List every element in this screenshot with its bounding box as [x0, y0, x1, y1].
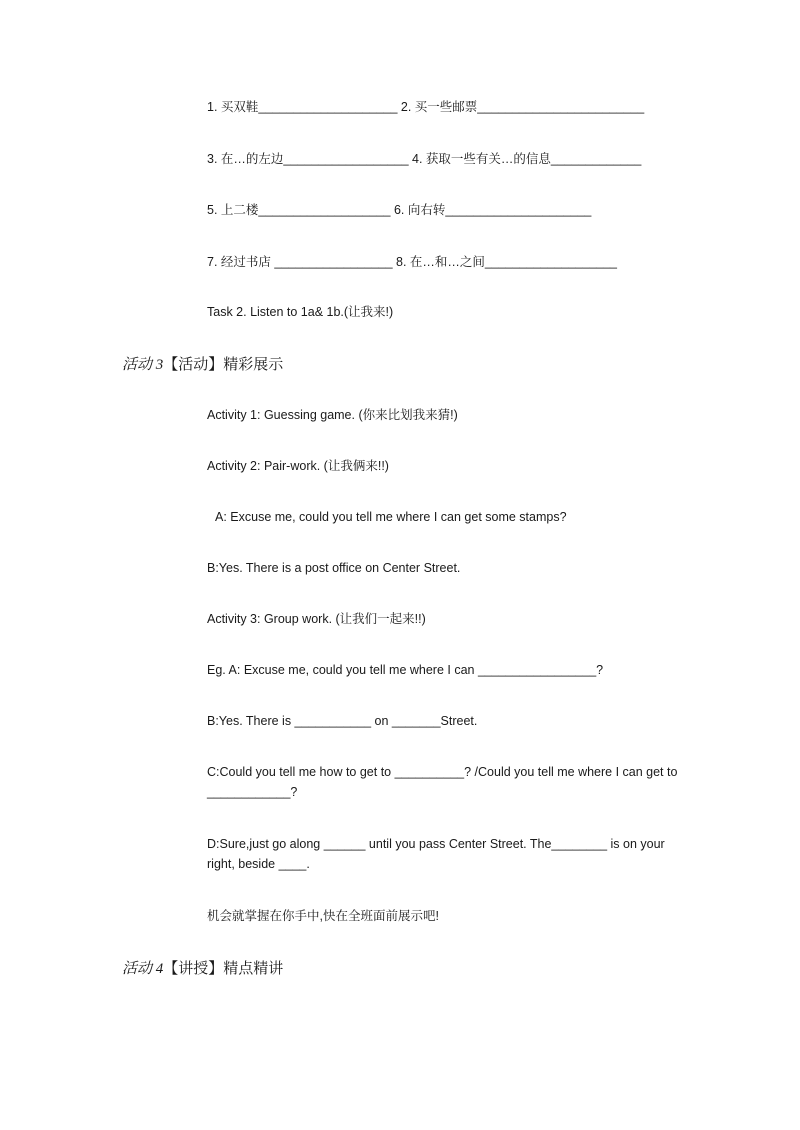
section-3-title: 【活动】精彩展示 [163, 357, 284, 373]
section-3-prefix: 活动 3 [122, 357, 164, 373]
task-2-instruction: Task 2. Listen to 1a& 1b.(让我来!) [207, 305, 394, 319]
activity-2: Activity 2: Pair-work. (让我俩来!!) [207, 459, 389, 473]
section-4-heading [122, 958, 283, 980]
example-line-b: B:Yes. There is ___________ on _______Street. [207, 714, 478, 728]
vocab-row-4: 7. 经过书店 _________________ 8. 在…和…之间___________________ [207, 255, 618, 269]
section-3-heading [122, 354, 283, 376]
vocab-row-3: 5. 上二楼___________________ 6. 向右转_____________________ [207, 203, 592, 217]
dialog-line-b: B:Yes. There is a post office on Center Street. [207, 561, 461, 575]
example-line-d: D:Sure,just go along ______ until you pass Center Street. The________ is on your right, beside ____. [207, 837, 665, 871]
vocab-row-1: 1. 买双鞋____________________ 2. 买一些邮票________________________ [207, 100, 645, 114]
example-line-c: C:Could you tell me how to get to __________? /Could you tell me where I can get to ____________? [207, 765, 678, 799]
section-4-title: 【讲授】精点精讲 [163, 961, 284, 977]
vocab-row-2: 3. 在…的左边__________________ 4. 获取一些有关…的信息_____________ [207, 152, 642, 166]
dialog-line-a: A: Excuse me, could you tell me where I can get some stamps? [215, 510, 567, 524]
section-4-prefix: 活动 4 [122, 961, 164, 977]
closing-encouragement: 机会就掌握在你手中,快在全班面前展示吧! [207, 909, 439, 923]
activity-3: Activity 3: Group work. (让我们一起来!!) [207, 612, 426, 626]
activity-1: Activity 1: Guessing game. (你来比划我来猜!) [207, 408, 458, 422]
example-line-a: Eg. A: Excuse me, could you tell me where I can _________________? [207, 663, 604, 677]
